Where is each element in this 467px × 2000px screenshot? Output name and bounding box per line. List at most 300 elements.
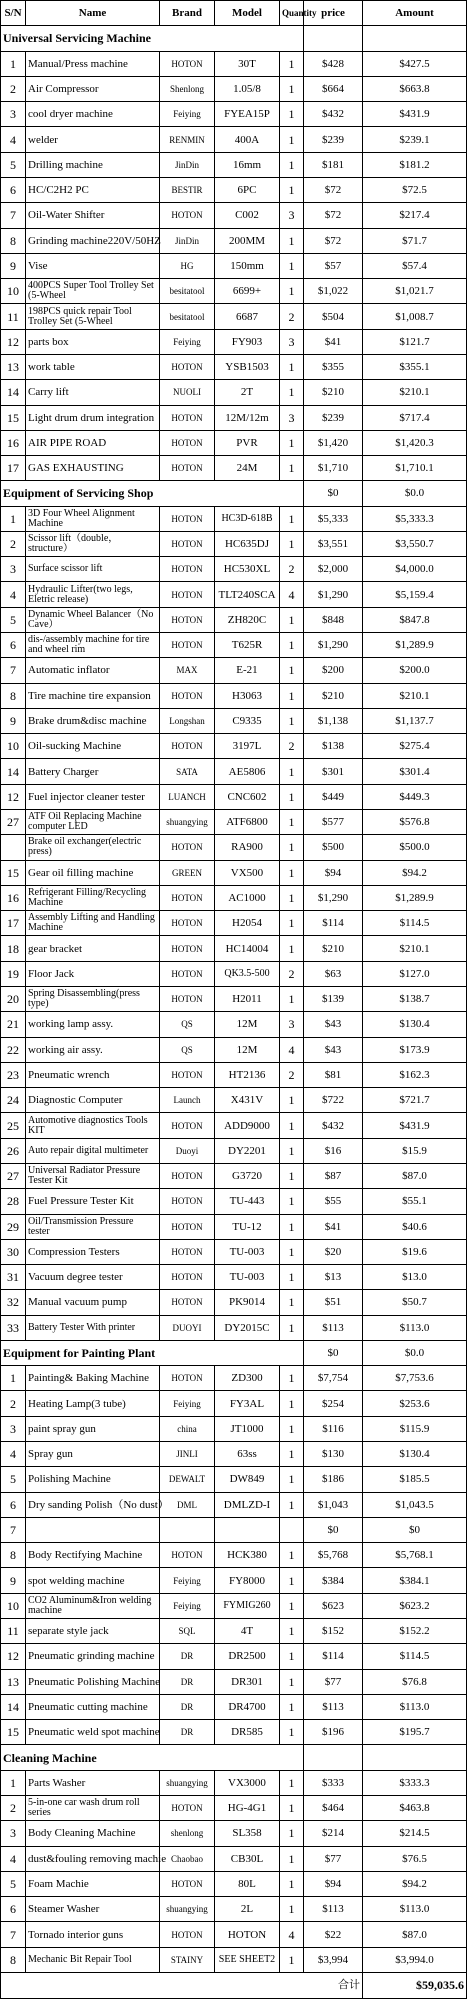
row-name: Battery Tester With printer xyxy=(26,1315,160,1340)
table-row xyxy=(1,835,467,860)
row-model: HC14004 xyxy=(215,936,280,961)
row-price: $623 xyxy=(304,1593,363,1618)
table-row xyxy=(1,607,467,632)
row-quantity: 1 xyxy=(280,860,304,885)
row-model: PK9014 xyxy=(215,1290,280,1315)
table-row xyxy=(1,531,467,556)
row-amount: $384.1 xyxy=(363,1568,467,1593)
row-price: $87 xyxy=(304,1163,363,1188)
row-model: ADD9000 xyxy=(215,1113,280,1138)
table-row xyxy=(1,810,467,835)
row-quantity: 2 xyxy=(280,557,304,582)
row-quantity: 1 xyxy=(280,76,304,101)
row-price: $72 xyxy=(304,177,363,202)
row-price: $1,290 xyxy=(304,633,363,658)
row-quantity: 1 xyxy=(280,683,304,708)
row-quantity: 1 xyxy=(280,1846,304,1871)
row-model: 24M xyxy=(215,456,280,481)
row-amount: $210.1 xyxy=(363,683,467,708)
row-price: $130 xyxy=(304,1442,363,1467)
row-sn: 22 xyxy=(1,1037,26,1062)
row-brand: HOTON xyxy=(160,1543,215,1568)
row-model: JT1000 xyxy=(215,1416,280,1441)
row-amount: $1,710.1 xyxy=(363,456,467,481)
section-title: Cleaning Machine xyxy=(1,1745,304,1770)
row-amount: $3,994.0 xyxy=(363,1947,467,1972)
row-name: separate style jack xyxy=(26,1619,160,1644)
row-sn: 14 xyxy=(1,1694,26,1719)
row-name: working air assy. xyxy=(26,1037,160,1062)
row-price: $214 xyxy=(304,1821,363,1846)
row-sn: 9 xyxy=(1,708,26,733)
table-row xyxy=(1,203,467,228)
row-quantity: 3 xyxy=(280,405,304,430)
row-amount: $114.5 xyxy=(363,1644,467,1669)
row-sn: 10 xyxy=(1,734,26,759)
row-brand: HOTON xyxy=(160,203,215,228)
row-price: $464 xyxy=(304,1795,363,1820)
row-price: $13 xyxy=(304,1265,363,1290)
row-brand: LUANCH xyxy=(160,784,215,809)
section-title: Equipment for Painting Plant xyxy=(1,1340,304,1365)
row-amount: $253.6 xyxy=(363,1391,467,1416)
row-brand xyxy=(160,1517,215,1542)
table-row xyxy=(1,1644,467,1669)
row-price: $186 xyxy=(304,1467,363,1492)
row-price: $254 xyxy=(304,1391,363,1416)
row-quantity xyxy=(280,1517,304,1542)
row-name: Gear oil filling machine xyxy=(26,860,160,885)
row-sn: 27 xyxy=(1,810,26,835)
row-quantity: 1 xyxy=(280,1947,304,1972)
row-amount: $4,000.0 xyxy=(363,557,467,582)
row-quantity: 3 xyxy=(280,329,304,354)
row-brand: Chaobao xyxy=(160,1846,215,1871)
row-quantity: 1 xyxy=(280,531,304,556)
row-brand: HOTON xyxy=(160,835,215,860)
row-quantity: 1 xyxy=(280,152,304,177)
row-model: DR2500 xyxy=(215,1644,280,1669)
row-quantity: 2 xyxy=(280,1062,304,1087)
row-sn: 15 xyxy=(1,1720,26,1745)
row-quantity: 1 xyxy=(280,127,304,152)
row-quantity: 1 xyxy=(280,253,304,278)
row-price: $432 xyxy=(304,1113,363,1138)
row-brand: HOTON xyxy=(160,911,215,936)
table-row xyxy=(1,1113,467,1138)
row-price: $113 xyxy=(304,1897,363,1922)
row-brand: HOTON xyxy=(160,405,215,430)
row-sn: 1 xyxy=(1,1770,26,1795)
row-price: $5,333 xyxy=(304,506,363,531)
table-row xyxy=(1,1366,467,1391)
row-brand: QS xyxy=(160,1012,215,1037)
row-price: $113 xyxy=(304,1694,363,1719)
table-row xyxy=(1,1897,467,1922)
row-sn: 24 xyxy=(1,1088,26,1113)
table-row xyxy=(1,885,467,910)
row-amount: $13.0 xyxy=(363,1265,467,1290)
row-amount: $138.7 xyxy=(363,986,467,1011)
row-brand: HOTON xyxy=(160,1795,215,1820)
row-model: TU-12 xyxy=(215,1214,280,1239)
row-amount: $173.9 xyxy=(363,1037,467,1062)
row-quantity: 3 xyxy=(280,1012,304,1037)
row-price: $1,710 xyxy=(304,456,363,481)
row-quantity: 4 xyxy=(280,582,304,607)
table-row xyxy=(1,76,467,101)
row-price: $0 xyxy=(304,1517,363,1542)
total-row xyxy=(1,1972,467,1998)
row-price: $55 xyxy=(304,1189,363,1214)
row-sn: 30 xyxy=(1,1239,26,1264)
row-quantity: 1 xyxy=(280,759,304,784)
row-brand: BESTIR xyxy=(160,177,215,202)
row-price: $7,754 xyxy=(304,1366,363,1391)
row-name: Spring Disassembling(press type) xyxy=(26,986,160,1011)
table-row xyxy=(1,860,467,885)
row-sn: 15 xyxy=(1,405,26,430)
row-quantity: 1 xyxy=(280,228,304,253)
section-header-row xyxy=(1,1745,467,1770)
row-brand: HOTON xyxy=(160,1871,215,1896)
row-model: 6687 xyxy=(215,304,280,329)
row-brand: JinDin xyxy=(160,152,215,177)
row-quantity: 1 xyxy=(280,456,304,481)
table-row xyxy=(1,1062,467,1087)
row-brand: Duoyi xyxy=(160,1138,215,1163)
row-sn: 12 xyxy=(1,784,26,809)
row-model: PVR xyxy=(215,430,280,455)
row-price: $3,551 xyxy=(304,531,363,556)
row-name: Manual vacuum pump xyxy=(26,1290,160,1315)
row-sn: 33 xyxy=(1,1315,26,1340)
row-sn: 29 xyxy=(1,1214,26,1239)
row-quantity: 1 xyxy=(280,708,304,733)
row-name: Pneumatic weld spot machine xyxy=(26,1720,160,1745)
table-row xyxy=(1,986,467,1011)
row-quantity: 1 xyxy=(280,633,304,658)
table-row xyxy=(1,1517,467,1542)
header-model: Model xyxy=(215,1,280,26)
row-name: Foam Machie xyxy=(26,1871,160,1896)
row-price: $114 xyxy=(304,1644,363,1669)
row-price: $77 xyxy=(304,1669,363,1694)
row-model: ZH820C xyxy=(215,607,280,632)
row-brand: HOTON xyxy=(160,633,215,658)
row-amount: $721.7 xyxy=(363,1088,467,1113)
table-row xyxy=(1,1619,467,1644)
row-price: $116 xyxy=(304,1416,363,1441)
row-price: $722 xyxy=(304,1088,363,1113)
row-amount: $94.2 xyxy=(363,1871,467,1896)
row-sn: 28 xyxy=(1,1189,26,1214)
table-row xyxy=(1,1315,467,1340)
table-row xyxy=(1,1669,467,1694)
table-row xyxy=(1,936,467,961)
row-sn: 3 xyxy=(1,102,26,127)
row-model: CNC602 xyxy=(215,784,280,809)
row-price: $1,420 xyxy=(304,430,363,455)
row-brand: DUOYI xyxy=(160,1315,215,1340)
row-model: C9335 xyxy=(215,708,280,733)
row-sn: 23 xyxy=(1,1062,26,1087)
row-quantity: 1 xyxy=(280,1088,304,1113)
row-brand: Longshan xyxy=(160,708,215,733)
row-brand: besitatool xyxy=(160,279,215,304)
row-sn: 12 xyxy=(1,329,26,354)
row-quantity: 1 xyxy=(280,1214,304,1239)
row-model: SL358 xyxy=(215,1821,280,1846)
table-row xyxy=(1,1922,467,1947)
row-brand: HOTON xyxy=(160,1265,215,1290)
table-row xyxy=(1,582,467,607)
table-row xyxy=(1,1239,467,1264)
table-row xyxy=(1,683,467,708)
row-amount: $0 xyxy=(363,1517,467,1542)
row-name: paint spray gun xyxy=(26,1416,160,1441)
row-model: 4T xyxy=(215,1619,280,1644)
row-brand: JINLI xyxy=(160,1442,215,1467)
row-amount: $301.4 xyxy=(363,759,467,784)
row-model: DR301 xyxy=(215,1669,280,1694)
row-quantity: 1 xyxy=(280,1543,304,1568)
row-model: C002 xyxy=(215,203,280,228)
section-title: Equipment of Servicing Shop xyxy=(1,481,304,506)
row-sn: 4 xyxy=(1,127,26,152)
row-amount: $94.2 xyxy=(363,860,467,885)
row-brand: GREEN xyxy=(160,860,215,885)
row-quantity: 1 xyxy=(280,1366,304,1391)
row-model: TU-443 xyxy=(215,1189,280,1214)
row-model: HC635DJ xyxy=(215,531,280,556)
row-brand: shuangying xyxy=(160,810,215,835)
table-row xyxy=(1,759,467,784)
row-name: gear bracket xyxy=(26,936,160,961)
row-amount: $130.4 xyxy=(363,1012,467,1037)
row-price: $181 xyxy=(304,152,363,177)
row-price: $41 xyxy=(304,1214,363,1239)
row-price: $1,290 xyxy=(304,885,363,910)
row-quantity: 1 xyxy=(280,279,304,304)
row-model: T625R xyxy=(215,633,280,658)
row-model: 6699+ xyxy=(215,279,280,304)
table-row xyxy=(1,152,467,177)
header-name: Name xyxy=(26,1,160,26)
row-amount: $847.8 xyxy=(363,607,467,632)
table-row xyxy=(1,1871,467,1896)
row-price: $239 xyxy=(304,405,363,430)
row-brand: JinDin xyxy=(160,228,215,253)
row-amount: $210.1 xyxy=(363,936,467,961)
row-amount: $355.1 xyxy=(363,354,467,379)
row-quantity: 1 xyxy=(280,986,304,1011)
row-quantity: 1 xyxy=(280,102,304,127)
row-brand: HOTON xyxy=(160,531,215,556)
row-sn: 1 xyxy=(1,1366,26,1391)
row-sn: 15 xyxy=(1,860,26,885)
table-row xyxy=(1,1416,467,1441)
row-quantity: 1 xyxy=(280,784,304,809)
row-brand: HOTON xyxy=(160,1922,215,1947)
row-brand: HOTON xyxy=(160,1239,215,1264)
row-name: Auto repair digital multimeter xyxy=(26,1138,160,1163)
row-sn: 27 xyxy=(1,1163,26,1188)
row-sn: 5 xyxy=(1,1871,26,1896)
row-model: 400A xyxy=(215,127,280,152)
row-amount: $431.9 xyxy=(363,1113,467,1138)
row-quantity: 1 xyxy=(280,1163,304,1188)
row-amount: $214.5 xyxy=(363,1821,467,1846)
table-row xyxy=(1,1947,467,1972)
row-sn: 3 xyxy=(1,1416,26,1441)
row-brand: HOTON xyxy=(160,936,215,961)
table-row xyxy=(1,1492,467,1517)
row-amount: $114.5 xyxy=(363,911,467,936)
row-amount: $210.1 xyxy=(363,380,467,405)
row-name: Painting& Baking Machine xyxy=(26,1366,160,1391)
row-name: Parts Washer xyxy=(26,1770,160,1795)
table-row xyxy=(1,1138,467,1163)
row-model: 1.05/8 xyxy=(215,76,280,101)
row-amount: $463.8 xyxy=(363,1795,467,1820)
row-price: $22 xyxy=(304,1922,363,1947)
table-row xyxy=(1,1593,467,1618)
row-amount: $1,021.7 xyxy=(363,279,467,304)
row-price: $664 xyxy=(304,76,363,101)
table-row xyxy=(1,1846,467,1871)
row-quantity: 1 xyxy=(280,1821,304,1846)
row-sn: 19 xyxy=(1,961,26,986)
row-quantity: 1 xyxy=(280,506,304,531)
row-amount: $162.3 xyxy=(363,1062,467,1087)
row-brand: HG xyxy=(160,253,215,278)
row-quantity: 1 xyxy=(280,1315,304,1340)
row-model: TLT240SCA xyxy=(215,582,280,607)
row-quantity: 1 xyxy=(280,835,304,860)
row-brand: HOTON xyxy=(160,354,215,379)
row-sn: 8 xyxy=(1,1947,26,1972)
row-quantity: 1 xyxy=(280,1795,304,1820)
row-price: $239 xyxy=(304,127,363,152)
row-quantity: 1 xyxy=(280,1138,304,1163)
row-model: H2011 xyxy=(215,986,280,1011)
row-amount: $200.0 xyxy=(363,658,467,683)
row-amount: $152.2 xyxy=(363,1619,467,1644)
row-quantity: 1 xyxy=(280,1897,304,1922)
row-quantity: 1 xyxy=(280,911,304,936)
row-amount: $1,289.9 xyxy=(363,633,467,658)
row-quantity: 4 xyxy=(280,1922,304,1947)
row-model: FYMIG260 xyxy=(215,1593,280,1618)
row-model: FYEA15P xyxy=(215,102,280,127)
row-amount: $76.5 xyxy=(363,1846,467,1871)
row-brand: QS xyxy=(160,1037,215,1062)
row-model: 12M xyxy=(215,1037,280,1062)
row-model: VX500 xyxy=(215,860,280,885)
row-quantity: 1 xyxy=(280,1467,304,1492)
row-price: $94 xyxy=(304,860,363,885)
row-brand: HOTON xyxy=(160,506,215,531)
row-name: Pneumatic Polishing Machine xyxy=(26,1669,160,1694)
row-sn: 21 xyxy=(1,1012,26,1037)
table-row xyxy=(1,228,467,253)
row-brand: shenlong xyxy=(160,1821,215,1846)
row-model: HC530XL xyxy=(215,557,280,582)
row-name: Brake oil exchanger(electric press) xyxy=(26,835,160,860)
row-name: work table xyxy=(26,354,160,379)
row-price: $72 xyxy=(304,228,363,253)
row-name: Fuel Pressure Tester Kit xyxy=(26,1189,160,1214)
row-name: Carry lift xyxy=(26,380,160,405)
row-sn: 13 xyxy=(1,1669,26,1694)
row-name: Air Compressor xyxy=(26,76,160,101)
row-model: SEE SHEET2 xyxy=(215,1947,280,1972)
table-row xyxy=(1,354,467,379)
row-brand: Feiying xyxy=(160,1568,215,1593)
table-row xyxy=(1,456,467,481)
table-row xyxy=(1,279,467,304)
table-row xyxy=(1,1821,467,1846)
row-sn: 7 xyxy=(1,203,26,228)
row-quantity: 1 xyxy=(280,430,304,455)
row-name: dust&fouling removing machie xyxy=(26,1846,160,1871)
row-name: Refrigerant Filling/Recycling Machine xyxy=(26,885,160,910)
row-brand: HOTON xyxy=(160,1290,215,1315)
row-name: GAS EXHAUSTING xyxy=(26,456,160,481)
row-model: X431V xyxy=(215,1088,280,1113)
row-brand: HOTON xyxy=(160,430,215,455)
row-price: $210 xyxy=(304,683,363,708)
row-amount: $431.9 xyxy=(363,102,467,127)
row-brand: Feiying xyxy=(160,102,215,127)
row-sn: 8 xyxy=(1,683,26,708)
row-model: RA900 xyxy=(215,835,280,860)
row-name: Fuel injector cleaner tester xyxy=(26,784,160,809)
row-price: $504 xyxy=(304,304,363,329)
row-model: DR4700 xyxy=(215,1694,280,1719)
row-name: Tire machine tire expansion xyxy=(26,683,160,708)
row-name: Oil-Water Shifter xyxy=(26,203,160,228)
row-amount: $40.6 xyxy=(363,1214,467,1239)
row-quantity: 1 xyxy=(280,1265,304,1290)
row-amount: $121.7 xyxy=(363,329,467,354)
row-price: $5,768 xyxy=(304,1543,363,1568)
row-model: 2T xyxy=(215,380,280,405)
row-quantity: 1 xyxy=(280,1113,304,1138)
row-brand: HOTON xyxy=(160,582,215,607)
row-brand: DR xyxy=(160,1720,215,1745)
section-price xyxy=(304,1745,363,1770)
row-brand: Feiying xyxy=(160,1391,215,1416)
row-price: $384 xyxy=(304,1568,363,1593)
row-quantity: 4 xyxy=(280,1037,304,1062)
table-row xyxy=(1,1568,467,1593)
row-price: $152 xyxy=(304,1619,363,1644)
table-row xyxy=(1,633,467,658)
row-model: ATF6800 xyxy=(215,810,280,835)
row-brand: SQL xyxy=(160,1619,215,1644)
row-brand: HOTON xyxy=(160,607,215,632)
row-sn: 11 xyxy=(1,1619,26,1644)
table-row xyxy=(1,1012,467,1037)
row-amount: $87.0 xyxy=(363,1922,467,1947)
row-price: $114 xyxy=(304,911,363,936)
row-model: 63ss xyxy=(215,1442,280,1467)
row-sn: 25 xyxy=(1,1113,26,1138)
row-sn: 1 xyxy=(1,506,26,531)
row-quantity: 1 xyxy=(280,1442,304,1467)
